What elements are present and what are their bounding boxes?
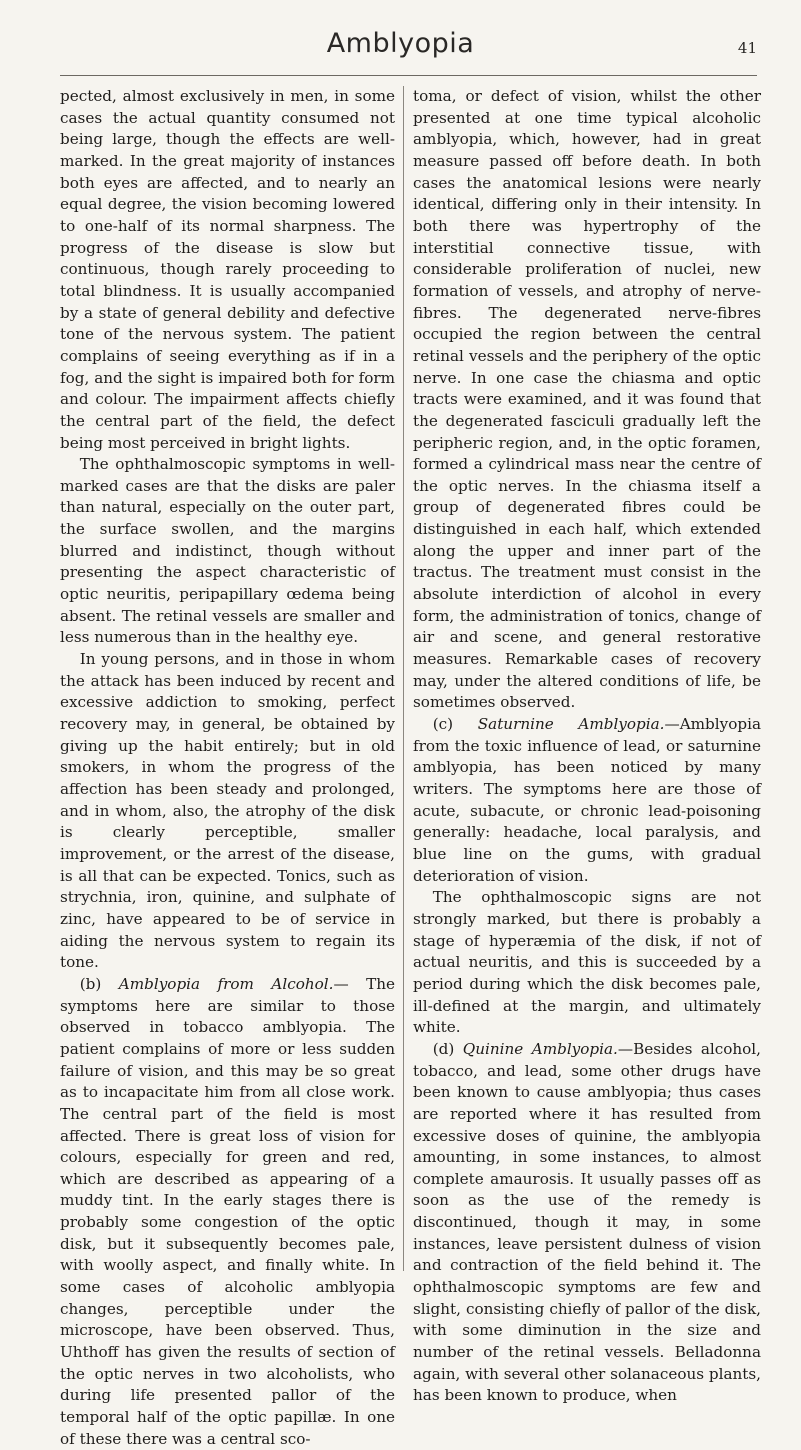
left-column: [60, 86, 395, 1448]
paragraph: pected, almost exclusively in men, in some cases the actual quantity consumed not being large, though the effects are well-marked. In the great majority of instances both eyes are affected, and to nearly an equal degree, the vision becoming lowered to one-half of its normal sharpness. The progress of the disease is slow but continuous, though rarely proceeding to total blindness. It is usually accompanied by a state of general debility and defective tone of the nervous system. The patient complains of seeing everything as if in a fog, and the sight is impaired both for form and colour. The impairment affects chiefly the central part of the field, the defect being most perceived in bright lights.: [60, 87, 395, 452]
running-title: Amblyopia: [326, 28, 475, 59]
page-header: [0, 0, 801, 78]
page-number: 41: [737, 39, 757, 57]
section-heading: Quinine Amblyopia.: [462, 1039, 618, 1058]
section-heading: Saturnine Amblyopia.: [477, 715, 665, 734]
paragraph: toma, or defect of vision, whilst the other presented at one time typical alcoholic amblyopia, which, however, had in great measure passed off before death. In both cases the anatomical lesions were nearly identical, differing only in their intensity. In both there was hypertrophy of the interstitial connective tissue, with considerable proliferation of nuclei, new formation of vessels, and atrophy of nerve-fibres. The degenerated nerve-fibres occupied the region between the central retinal vessels and the periphery of the optic nerve. In one case the chiasma and optic tracts were examined, and it was found that the degenerated fasciculi gradually left the peripheric region, and, in the optic foramen, formed a cylindrical mass near the centre of the optic nerves. In the chiasma itself a group of degenerated fibres could be distinguished in each half, which extended along the upper and inner part of the tractus. The treatment must consist in the absolute interdiction of alcohol in every form, the administration of tonics, change of air and scene, and general restorative measures. Remarkable cases of recovery may, under the altered conditions of life, be sometimes observed.: [413, 87, 761, 712]
section-paragraph: [60, 974, 395, 1450]
right-column: [413, 86, 762, 1405]
section-body: —Besides alcohol, tobacco, and lead, some other drugs have been known to cause amblyopia; thus cases are reported where it has resulted from excessive doses of quinine, the amblyopia amounting, in some instances, to almost complete amaurosis. It usually passes off as soon as the use of the remedy is discontinued, though it may, in some instances, leave persistent dulness of vision and contraction of the field behind it. The ophthalmoscopic symptoms are few and slight, consisting chiefly of pallor of the disk, with some diminution in the size and number of the retinal vessels. Belladonna again, with several other solanaceous plants, has been known to produce, when: [413, 1039, 762, 1405]
paragraph: The ophthalmoscopic symptoms in well-marked cases are that the disks are paler than natural, especially on the outer part, the surface swollen, and the margins blurred and indistinct, though without presenting the aspect characteristic of optic neuritis, peripapillary œdema being absent. The retinal vessels are smaller and less numerous than in the healthy eye.: [60, 455, 395, 647]
section-paragraph: [413, 1039, 761, 1407]
paragraph: The ophthalmoscopic signs are not strongly marked, but there is probably a stage of hyperæmia of the disk, if not of actual neuritis, and this is succeeded by a period during which the disk becomes pale, ill-defined at the margin, and ultimately white.: [413, 888, 761, 1037]
paragraph: In young persons, and in those in whom the attack has been induced by recent and excessive addiction to smoking, perfect recovery may, in general, be obtained by giving up the habit entirely; but in old smokers, in whom the progress of the affection has been steady and prolonged, and in whom, also, the atrophy of the disk is clearly perceptible, smaller improvement, or the arrest of the disease, is all that can be expected. Tonics, such as strychnia, iron, quinine, and sulphate of zinc, have appeared to be of service in aiding the nervous system to regain its tone.: [60, 650, 395, 972]
section-paragraph: [413, 714, 761, 887]
section-marker: (b): [79, 974, 102, 993]
section-heading: Amblyopia from Alcohol.: [118, 974, 334, 993]
section-body: —Amblyopia from the toxic influence of lead, or saturnine amblyopia, has been noticed by many writers. The symptoms here are those of acute, subacute, or chronic lead-poisoning generally: headache, local paralysis, and blue line on the gums, with gradual deterioration of vision.: [413, 715, 761, 885]
header-rule: [60, 75, 757, 76]
column-divider: [403, 86, 404, 1271]
section-body: — The symptoms here are similar to those observed in tobacco amblyopia. The patient complains of more or less sudden failure of vision, and this may be so great as to incapacitate him from all close work. The central part of the field is most affected. There is great loss of vision for colours, especially for green and red, which are described as appearing of a muddy tint. In the early stages there is probably some congestion of the optic disk, but it subsequently becomes pale, with woolly aspect, and finally white. In some cases of alcoholic amblyopia changes, perceptible under the microscope, have been observed. Thus, Uhthoff has given the results of section of the optic nerves in two alcoholists, who during life presented pallor of the temporal half of the optic papillæ. In one of these there was a central sco-: [60, 974, 395, 1448]
section-marker: (d): [432, 1039, 455, 1058]
section-marker: (c): [432, 715, 454, 734]
